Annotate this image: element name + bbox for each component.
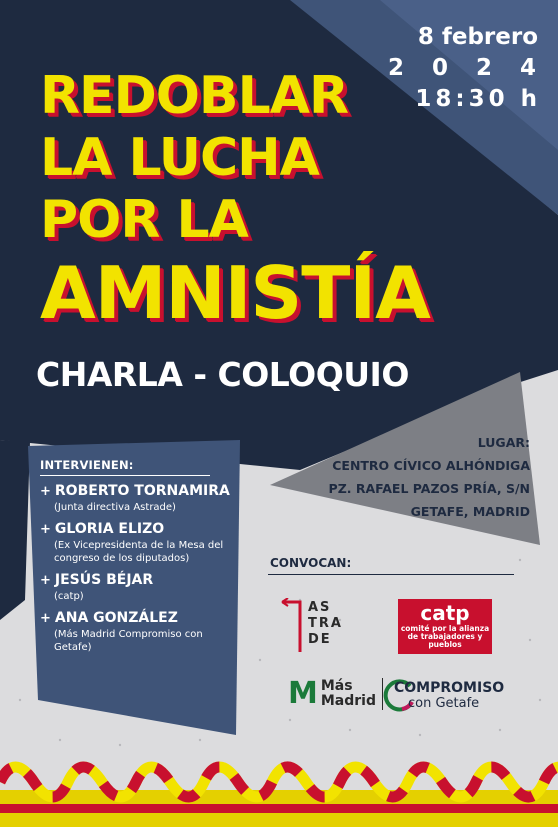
speaker-name: ROBERTO TORNAMIRA (54, 483, 230, 499)
compromiso-subtitle: con Getafe (408, 695, 480, 711)
speaker-item (40, 610, 236, 654)
astrade-mark-icon (280, 598, 304, 654)
compromiso-logo (382, 678, 504, 712)
speaker-item (40, 483, 236, 514)
plus-icon: + (40, 484, 51, 499)
plus-icon: + (40, 611, 51, 626)
plus-icon: + (40, 522, 51, 537)
masmadrid-m: M (288, 676, 318, 711)
date-day: 8 febrero (417, 24, 538, 50)
speaker-role: (catp) (54, 591, 84, 602)
masmadrid-text-2: Madrid (320, 693, 376, 709)
speaker-item (40, 521, 236, 565)
speaker-role: (Ex Vicepresidenta de la Mesa del congreso de los diputados) (54, 540, 224, 564)
venue-name: CENTRO CÍVICO ALHÓNDIGA (332, 458, 530, 473)
date-year: 2 0 2 4 (387, 55, 546, 81)
astrade-logo (280, 598, 370, 668)
catp-subtitle: comité por la alianza de trabajadores y pueblos (400, 624, 490, 649)
speakers-header: INTERVIENEN: (40, 458, 210, 476)
venue-city: GETAFE, MADRID (410, 504, 530, 519)
title-line-3: POR LA (40, 190, 248, 250)
title-line-2: LA LUCHA (40, 128, 319, 188)
plus-icon: + (40, 573, 51, 588)
event-date (387, 22, 546, 115)
catp-word: catp (420, 601, 470, 625)
divider (268, 574, 514, 575)
speaker-name: ANA GONZÁLEZ (54, 610, 178, 626)
title-line-4: AMNISTÍA (40, 251, 430, 335)
venue-street: PZ. RAFAEL PAZOS PRÍA, S/N (328, 481, 530, 496)
speaker-role: (Más Madrid Compromiso con Getafe) (54, 629, 203, 653)
subtitle: CHARLA - COLOQUIO (36, 355, 409, 394)
venue-label: LUGAR: (477, 435, 530, 450)
masmadrid-text-1: Más (320, 678, 353, 694)
speakers-panel (40, 458, 236, 654)
speaker-role: (Junta directiva Astrade) (54, 502, 176, 513)
compromiso-word: COMPROMISO (394, 679, 505, 696)
title-line-1: REDOBLAR (40, 66, 348, 126)
astrade-text-1: AS (308, 600, 332, 615)
speaker-item (40, 572, 236, 603)
speaker-name: GLORIA ELIZO (54, 521, 165, 537)
venue-info (329, 431, 530, 523)
catp-logo (398, 599, 492, 654)
astrade-text-3: DE (308, 632, 332, 647)
date-time: 18:30 h (415, 86, 541, 112)
astrade-text-2: TRA (308, 616, 343, 631)
convocan-heading: CONVOCAN: (270, 556, 352, 570)
speaker-name: JESÚS BÉJAR (54, 572, 154, 588)
masmadrid-logo (288, 678, 383, 710)
